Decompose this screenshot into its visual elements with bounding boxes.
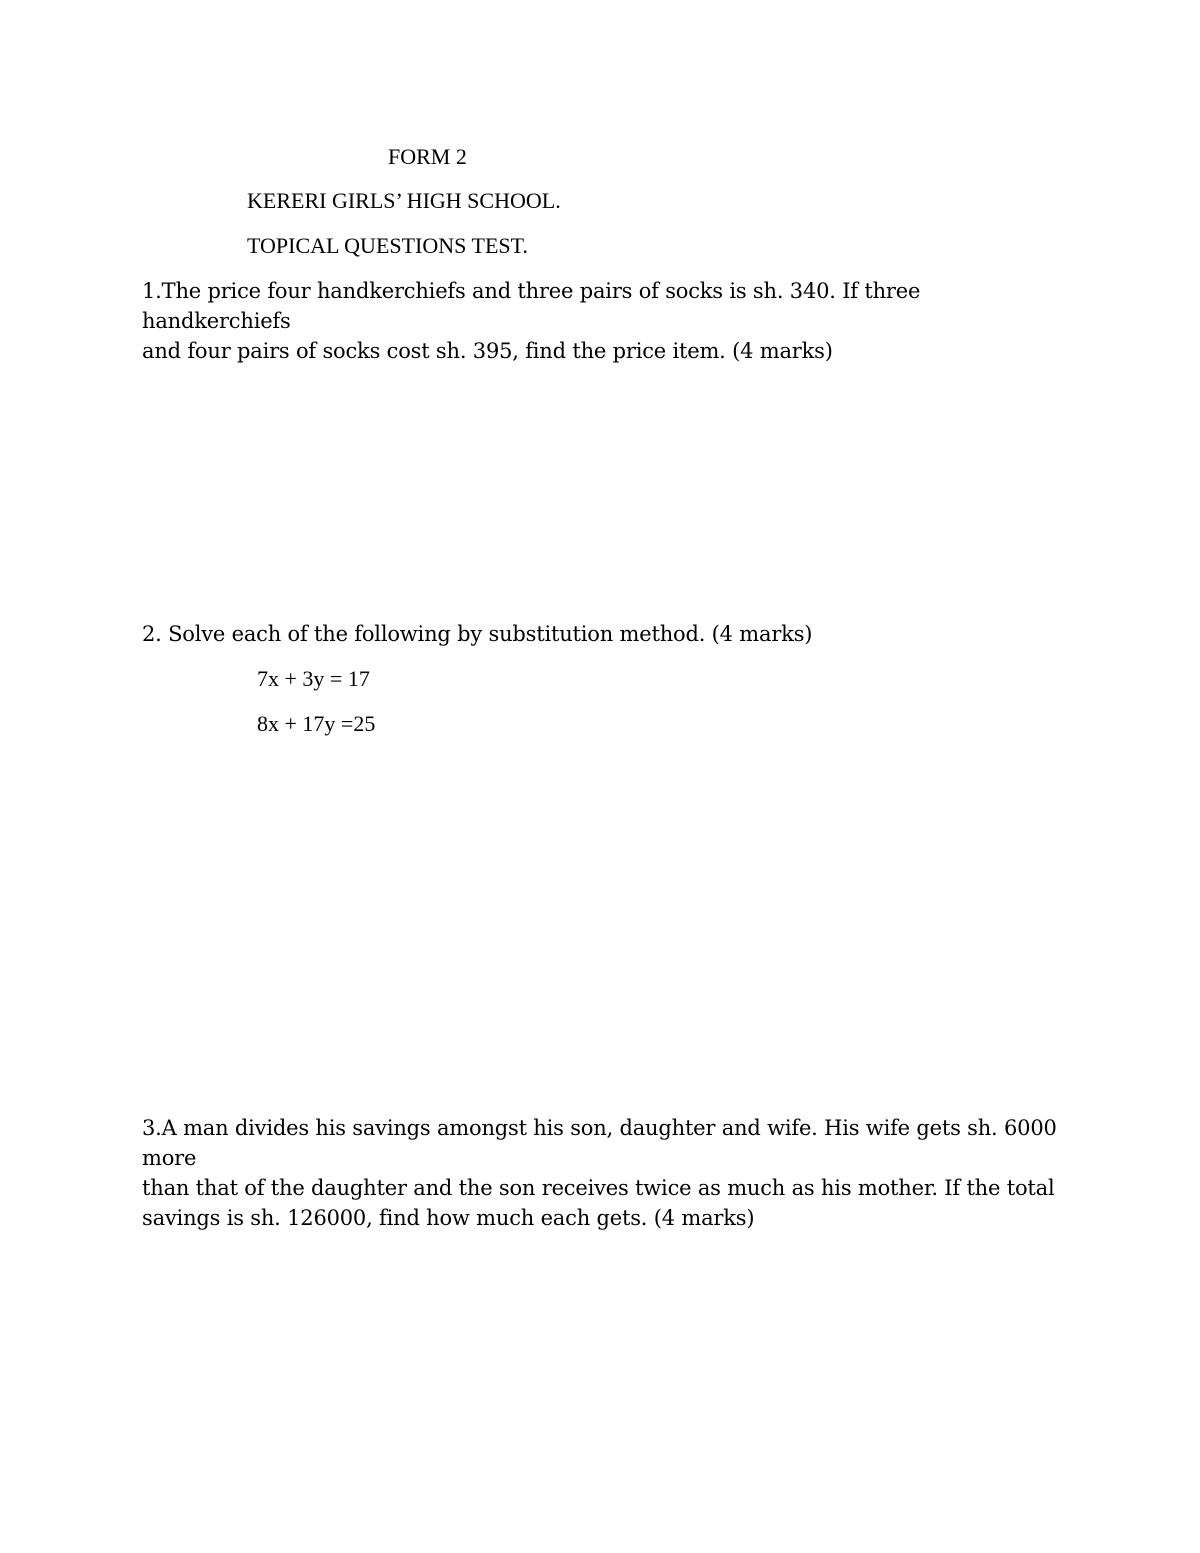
- test-title: TOPICAL QUESTIONS TEST.: [247, 233, 528, 258]
- equation-1: 7x + 3y = 17: [257, 666, 370, 691]
- school-name: KERERI GIRLS’ HIGH SCHOOL.: [247, 188, 561, 213]
- question-1-line-1: 1.The price four handkerchiefs and three pairs of socks is sh. 340. If three handkerchiefs: [142, 279, 921, 333]
- question-3-line-2: than that of the daughter and the son receives twice as much as his mother. If the total: [142, 1176, 1055, 1200]
- question-2: [142, 619, 1072, 649]
- equation-2: 8x + 17y =25: [257, 711, 376, 736]
- question-3: [142, 1113, 1072, 1233]
- question-1-line-2: and four pairs of socks cost sh. 395, find the price item. (4 marks): [142, 339, 833, 363]
- question-1: [142, 276, 1072, 366]
- question-3-line-1: 3.A man divides his savings amongst his son, daughter and wife. His wife gets sh. 6000 more: [142, 1116, 1057, 1170]
- question-2-line-1: 2. Solve each of the following by substitution method. (4 marks): [142, 622, 813, 646]
- question-3-line-3: savings is sh. 126000, find how much each gets. (4 marks): [142, 1206, 755, 1230]
- form-label: FORM 2: [388, 144, 467, 169]
